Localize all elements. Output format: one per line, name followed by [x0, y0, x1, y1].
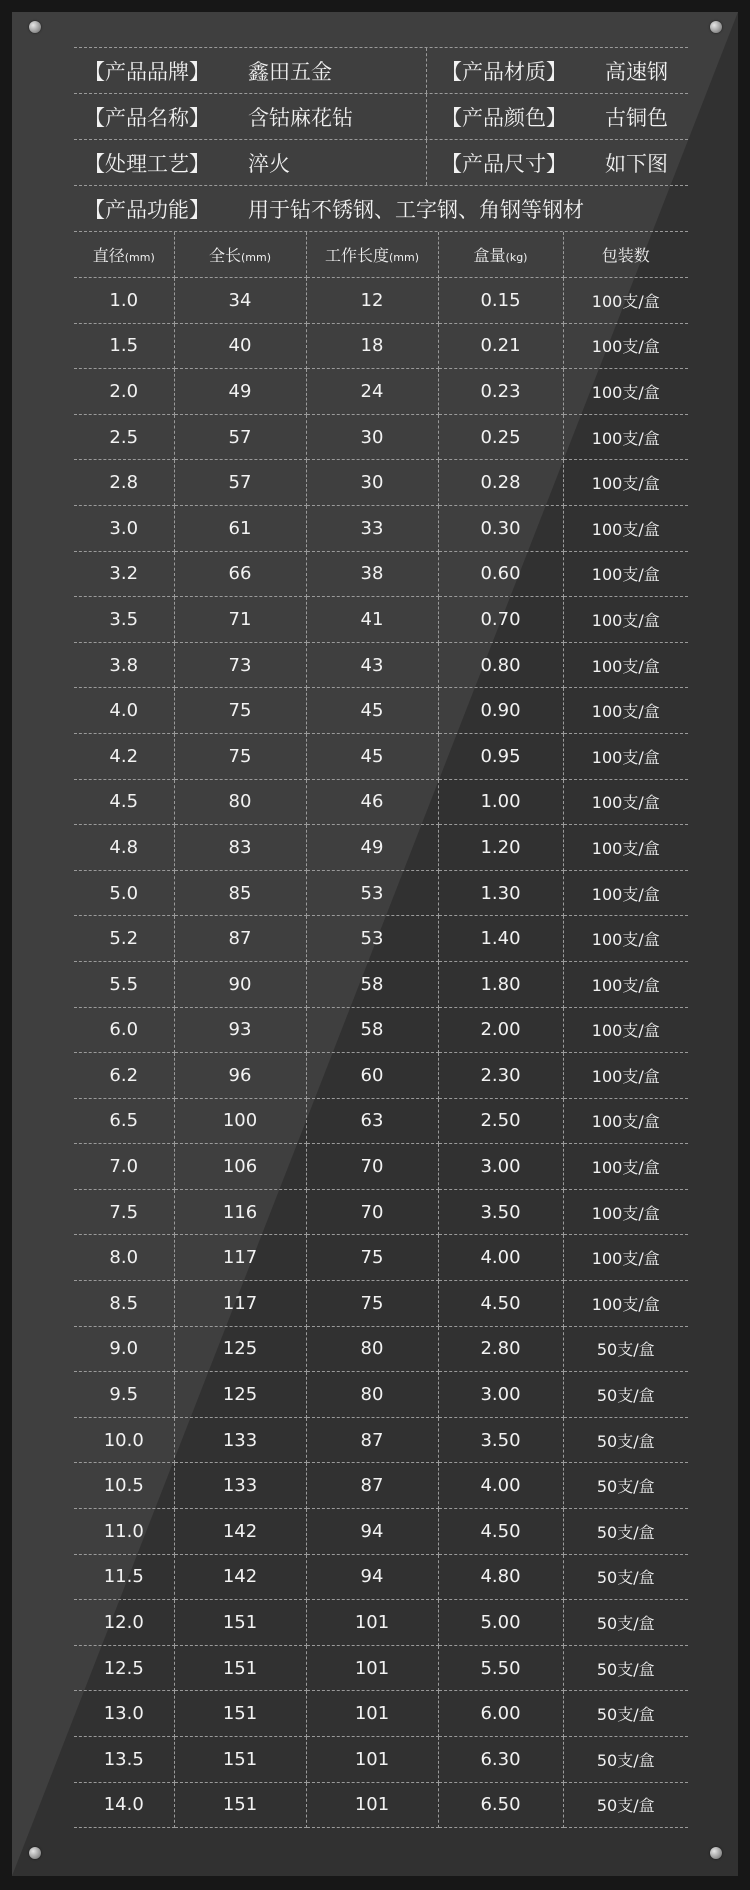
- working-length-cell: 63: [306, 1098, 438, 1144]
- pack-count-cell: 100支/盒: [563, 369, 688, 415]
- screw-bottom-right: [710, 1847, 722, 1859]
- table-row: [74, 1189, 688, 1235]
- diameter-cell: 7.0: [74, 1144, 174, 1190]
- diameter-cell: 2.8: [74, 460, 174, 506]
- box-weight-cell: 2.50: [438, 1098, 563, 1144]
- working-length-cell: 33: [306, 505, 438, 551]
- table-row: [74, 414, 688, 460]
- pack-count-cell: 100支/盒: [563, 779, 688, 825]
- working-length-cell: 70: [306, 1144, 438, 1190]
- box-weight-cell: 2.30: [438, 1053, 563, 1099]
- box-weight-cell: 0.90: [438, 688, 563, 734]
- table-row: [74, 1691, 688, 1737]
- total-length-cell: 116: [174, 1189, 306, 1235]
- spec-panel: [12, 12, 738, 1876]
- total-length-cell: 90: [174, 961, 306, 1007]
- pack-count-cell: 100支/盒: [563, 1144, 688, 1190]
- table-row: [74, 1463, 688, 1509]
- brand-label: 【产品品牌】: [84, 59, 210, 84]
- working-length-cell: 30: [306, 414, 438, 460]
- box-weight-cell: 4.50: [438, 1281, 563, 1327]
- function-value: 用于钻不锈钢、工字钢、角钢等钢材: [248, 197, 584, 222]
- info-row-name-color: [74, 94, 688, 140]
- working-length-cell: 45: [306, 733, 438, 779]
- diameter-cell: 4.2: [74, 733, 174, 779]
- box-weight-cell: 4.50: [438, 1509, 563, 1555]
- total-length-cell: 133: [174, 1417, 306, 1463]
- process-label: 【处理工艺】: [84, 151, 210, 176]
- table-header-row: [74, 232, 688, 278]
- working-length-cell: 53: [306, 870, 438, 916]
- diameter-cell: 3.8: [74, 642, 174, 688]
- table-row: [74, 825, 688, 871]
- box-weight-cell: 3.50: [438, 1417, 563, 1463]
- diameter-cell: 1.5: [74, 323, 174, 369]
- table-row: [74, 961, 688, 1007]
- name-value: 含钴麻花钻: [248, 105, 353, 130]
- color-label: 【产品颜色】: [441, 105, 567, 130]
- diameter-cell: 5.5: [74, 961, 174, 1007]
- screw-bottom-left: [29, 1847, 41, 1859]
- function-label: 【产品功能】: [84, 197, 210, 222]
- box-weight-cell: 0.30: [438, 505, 563, 551]
- box-weight-cell: 0.60: [438, 551, 563, 597]
- total-length-cell: 151: [174, 1737, 306, 1783]
- pack-count-cell: 50支/盒: [563, 1509, 688, 1555]
- total-length-cell: 75: [174, 688, 306, 734]
- box-weight-cell: 6.00: [438, 1691, 563, 1737]
- box-weight-cell: 0.80: [438, 642, 563, 688]
- diameter-cell: 11.0: [74, 1509, 174, 1555]
- total-length-cell: 151: [174, 1645, 306, 1691]
- size-value: 如下图: [605, 151, 668, 176]
- total-length-cell: 66: [174, 551, 306, 597]
- pack-count-cell: 50支/盒: [563, 1372, 688, 1418]
- pack-count-cell: 100支/盒: [563, 323, 688, 369]
- pack-count-cell: 100支/盒: [563, 1189, 688, 1235]
- working-length-cell: 87: [306, 1417, 438, 1463]
- pack-count-cell: 100支/盒: [563, 825, 688, 871]
- pack-count-cell: 100支/盒: [563, 733, 688, 779]
- pack-count-cell: 100支/盒: [563, 688, 688, 734]
- table-row: [74, 1326, 688, 1372]
- table-row: [74, 1417, 688, 1463]
- table-row: [74, 1737, 688, 1783]
- total-length-cell: 83: [174, 825, 306, 871]
- table-row: [74, 870, 688, 916]
- box-weight-cell: 4.80: [438, 1554, 563, 1600]
- table-row: [74, 642, 688, 688]
- diameter-cell: 4.8: [74, 825, 174, 871]
- box-weight-cell: 0.21: [438, 323, 563, 369]
- working-length-cell: 58: [306, 961, 438, 1007]
- total-length-cell: 151: [174, 1691, 306, 1737]
- header-pack-count: 包装数: [563, 232, 688, 278]
- table-row: [74, 460, 688, 506]
- table-row: [74, 779, 688, 825]
- pack-count-cell: 100支/盒: [563, 1098, 688, 1144]
- box-weight-cell: 1.20: [438, 825, 563, 871]
- working-length-cell: 101: [306, 1691, 438, 1737]
- table-row: [74, 688, 688, 734]
- table-row: [74, 733, 688, 779]
- total-length-cell: 125: [174, 1326, 306, 1372]
- diameter-cell: 8.5: [74, 1281, 174, 1327]
- diameter-cell: 5.0: [74, 870, 174, 916]
- table-row: [74, 551, 688, 597]
- pack-count-cell: 50支/盒: [563, 1645, 688, 1691]
- working-length-cell: 75: [306, 1235, 438, 1281]
- pack-count-cell: 50支/盒: [563, 1463, 688, 1509]
- total-length-cell: 106: [174, 1144, 306, 1190]
- table-row: [74, 1509, 688, 1555]
- pack-count-cell: 100支/盒: [563, 278, 688, 324]
- diameter-cell: 6.2: [74, 1053, 174, 1099]
- box-weight-cell: 0.95: [438, 733, 563, 779]
- total-length-cell: 151: [174, 1600, 306, 1646]
- working-length-cell: 87: [306, 1463, 438, 1509]
- box-weight-cell: 1.30: [438, 870, 563, 916]
- diameter-cell: 7.5: [74, 1189, 174, 1235]
- total-length-cell: 100: [174, 1098, 306, 1144]
- box-weight-cell: 4.00: [438, 1463, 563, 1509]
- pack-count-cell: 100支/盒: [563, 505, 688, 551]
- pack-count-cell: 50支/盒: [563, 1326, 688, 1372]
- total-length-cell: 96: [174, 1053, 306, 1099]
- working-length-cell: 43: [306, 642, 438, 688]
- total-length-cell: 34: [174, 278, 306, 324]
- header-box-weight: 盒量(kg): [438, 232, 563, 278]
- pack-count-cell: 50支/盒: [563, 1691, 688, 1737]
- info-row-process-size: [74, 140, 688, 186]
- pack-count-cell: 50支/盒: [563, 1782, 688, 1828]
- material-value: 高速钢: [605, 59, 668, 84]
- pack-count-cell: 50支/盒: [563, 1554, 688, 1600]
- total-length-cell: 125: [174, 1372, 306, 1418]
- diameter-cell: 3.2: [74, 551, 174, 597]
- box-weight-cell: 1.00: [438, 779, 563, 825]
- pack-count-cell: 100支/盒: [563, 597, 688, 643]
- screw-top-right: [710, 21, 722, 33]
- working-length-cell: 30: [306, 460, 438, 506]
- diameter-cell: 10.5: [74, 1463, 174, 1509]
- table-row: [74, 916, 688, 962]
- process-value: 淬火: [248, 151, 290, 176]
- total-length-cell: 40: [174, 323, 306, 369]
- table-row: [74, 597, 688, 643]
- header-diameter: 直径(mm): [74, 232, 174, 278]
- diameter-cell: 11.5: [74, 1554, 174, 1600]
- total-length-cell: 87: [174, 916, 306, 962]
- total-length-cell: 61: [174, 505, 306, 551]
- diameter-cell: 8.0: [74, 1235, 174, 1281]
- box-weight-cell: 1.40: [438, 916, 563, 962]
- diameter-cell: 12.5: [74, 1645, 174, 1691]
- box-weight-cell: 6.30: [438, 1737, 563, 1783]
- total-length-cell: 133: [174, 1463, 306, 1509]
- pack-count-cell: 100支/盒: [563, 460, 688, 506]
- diameter-cell: 4.0: [74, 688, 174, 734]
- working-length-cell: 101: [306, 1645, 438, 1691]
- pack-count-cell: 100支/盒: [563, 414, 688, 460]
- working-length-cell: 101: [306, 1737, 438, 1783]
- working-length-cell: 101: [306, 1782, 438, 1828]
- working-length-cell: 18: [306, 323, 438, 369]
- box-weight-cell: 5.50: [438, 1645, 563, 1691]
- pack-count-cell: 100支/盒: [563, 642, 688, 688]
- diameter-cell: 3.0: [74, 505, 174, 551]
- diameter-cell: 9.0: [74, 1326, 174, 1372]
- pack-count-cell: 50支/盒: [563, 1417, 688, 1463]
- table-row: [74, 1372, 688, 1418]
- working-length-cell: 12: [306, 278, 438, 324]
- working-length-cell: 24: [306, 369, 438, 415]
- working-length-cell: 38: [306, 551, 438, 597]
- total-length-cell: 71: [174, 597, 306, 643]
- box-weight-cell: 0.15: [438, 278, 563, 324]
- diameter-cell: 12.0: [74, 1600, 174, 1646]
- box-weight-cell: 0.28: [438, 460, 563, 506]
- pack-count-cell: 100支/盒: [563, 551, 688, 597]
- diameter-cell: 9.5: [74, 1372, 174, 1418]
- diameter-cell: 1.0: [74, 278, 174, 324]
- working-length-cell: 101: [306, 1600, 438, 1646]
- total-length-cell: 49: [174, 369, 306, 415]
- pack-count-cell: 100支/盒: [563, 1281, 688, 1327]
- working-length-cell: 94: [306, 1554, 438, 1600]
- size-label: 【产品尺寸】: [441, 151, 567, 176]
- working-length-cell: 80: [306, 1326, 438, 1372]
- pack-count-cell: 100支/盒: [563, 916, 688, 962]
- table-row: [74, 1007, 688, 1053]
- pack-count-cell: 100支/盒: [563, 1053, 688, 1099]
- diameter-cell: 14.0: [74, 1782, 174, 1828]
- product-info: [74, 47, 688, 232]
- diameter-cell: 2.0: [74, 369, 174, 415]
- table-row: [74, 1554, 688, 1600]
- working-length-cell: 53: [306, 916, 438, 962]
- pack-count-cell: 50支/盒: [563, 1600, 688, 1646]
- total-length-cell: 117: [174, 1281, 306, 1327]
- table-row: [74, 1053, 688, 1099]
- pack-count-cell: 100支/盒: [563, 961, 688, 1007]
- table-row: [74, 1144, 688, 1190]
- pack-count-cell: 100支/盒: [563, 1007, 688, 1053]
- working-length-cell: 80: [306, 1372, 438, 1418]
- diameter-cell: 10.0: [74, 1417, 174, 1463]
- table-row: [74, 505, 688, 551]
- working-length-cell: 41: [306, 597, 438, 643]
- box-weight-cell: 3.00: [438, 1144, 563, 1190]
- box-weight-cell: 1.80: [438, 961, 563, 1007]
- header-total-length: 全长(mm): [174, 232, 306, 278]
- header-working-length: 工作长度(mm): [306, 232, 438, 278]
- total-length-cell: 57: [174, 414, 306, 460]
- total-length-cell: 80: [174, 779, 306, 825]
- total-length-cell: 142: [174, 1554, 306, 1600]
- diameter-cell: 2.5: [74, 414, 174, 460]
- table-row: [74, 1645, 688, 1691]
- table-row: [74, 369, 688, 415]
- pack-count-cell: 50支/盒: [563, 1737, 688, 1783]
- box-weight-cell: 0.23: [438, 369, 563, 415]
- working-length-cell: 46: [306, 779, 438, 825]
- table-row: [74, 1098, 688, 1144]
- total-length-cell: 75: [174, 733, 306, 779]
- color-value: 古铜色: [605, 105, 668, 130]
- table-row: [74, 1281, 688, 1327]
- box-weight-cell: 4.00: [438, 1235, 563, 1281]
- total-length-cell: 151: [174, 1782, 306, 1828]
- working-length-cell: 75: [306, 1281, 438, 1327]
- box-weight-cell: 3.50: [438, 1189, 563, 1235]
- diameter-cell: 6.0: [74, 1007, 174, 1053]
- total-length-cell: 57: [174, 460, 306, 506]
- total-length-cell: 85: [174, 870, 306, 916]
- box-weight-cell: 5.00: [438, 1600, 563, 1646]
- working-length-cell: 94: [306, 1509, 438, 1555]
- spec-table-body: [74, 278, 688, 1828]
- table-row: [74, 278, 688, 324]
- table-row: [74, 1782, 688, 1828]
- info-row-function: [74, 186, 688, 232]
- working-length-cell: 45: [306, 688, 438, 734]
- diameter-cell: 4.5: [74, 779, 174, 825]
- table-row: [74, 1600, 688, 1646]
- diameter-cell: 5.2: [74, 916, 174, 962]
- working-length-cell: 58: [306, 1007, 438, 1053]
- diameter-cell: 3.5: [74, 597, 174, 643]
- diameter-cell: 6.5: [74, 1098, 174, 1144]
- total-length-cell: 73: [174, 642, 306, 688]
- working-length-cell: 60: [306, 1053, 438, 1099]
- name-label: 【产品名称】: [84, 105, 210, 130]
- diameter-cell: 13.0: [74, 1691, 174, 1737]
- brand-value: 鑫田五金: [248, 59, 332, 84]
- box-weight-cell: 0.25: [438, 414, 563, 460]
- info-row-brand-material: [74, 48, 688, 94]
- pack-count-cell: 100支/盒: [563, 1235, 688, 1281]
- total-length-cell: 93: [174, 1007, 306, 1053]
- box-weight-cell: 6.50: [438, 1782, 563, 1828]
- box-weight-cell: 2.00: [438, 1007, 563, 1053]
- spec-content: [74, 47, 688, 1828]
- pack-count-cell: 100支/盒: [563, 870, 688, 916]
- table-row: [74, 1235, 688, 1281]
- box-weight-cell: 0.70: [438, 597, 563, 643]
- working-length-cell: 70: [306, 1189, 438, 1235]
- box-weight-cell: 2.80: [438, 1326, 563, 1372]
- box-weight-cell: 3.00: [438, 1372, 563, 1418]
- screw-top-left: [29, 21, 41, 33]
- material-label: 【产品材质】: [441, 59, 567, 84]
- diameter-cell: 13.5: [74, 1737, 174, 1783]
- table-row: [74, 323, 688, 369]
- total-length-cell: 117: [174, 1235, 306, 1281]
- spec-table: [74, 232, 688, 1828]
- total-length-cell: 142: [174, 1509, 306, 1555]
- working-length-cell: 49: [306, 825, 438, 871]
